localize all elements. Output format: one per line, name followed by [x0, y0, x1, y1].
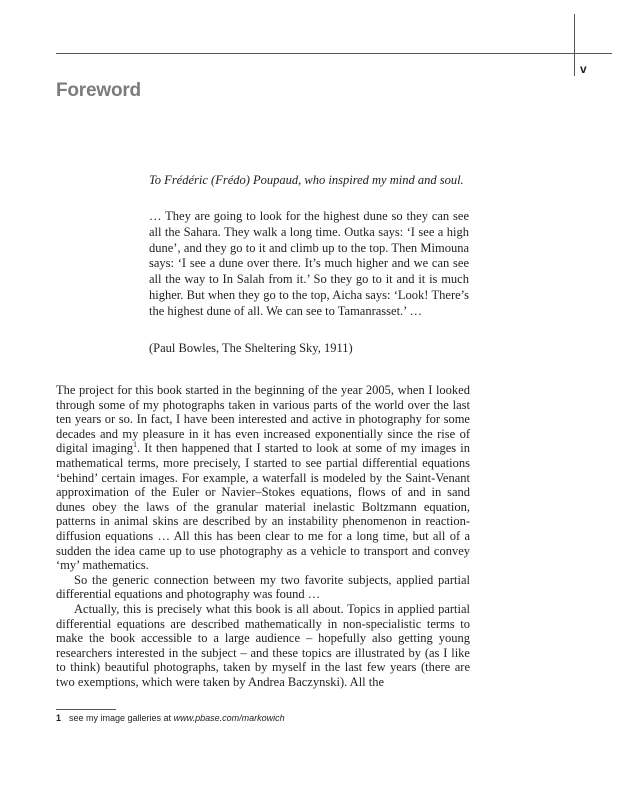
header-rule — [56, 53, 612, 54]
paragraph-1-part-1: The project for this book started in the beginning of the year 2005, when I looked through some of my photographs taken in various parts of the world over the last ten years or so. In fact, I have been interested and active in photography for some decades and my pleasure in it has even increased exponentially since the rise of digital imaging — [56, 383, 470, 456]
footnote — [56, 713, 285, 723]
paragraph-1 — [56, 383, 470, 573]
header-vertical-rule — [574, 14, 575, 76]
dedication: To Frédéric (Frédo) Poupaud, who inspired my mind and soul. — [149, 173, 464, 187]
body-text — [56, 383, 470, 689]
paragraph-3: Actually, this is precisely what this book is all about. Topics in applied partial differential equations are described mathematically in non-specialistic terms to make the book accessible to a large audience – hopefully also getting young researchers interested in the subject – and these topics are illustrated by (as I like to think) beautiful photographs, taken by myself in the last few years (there are two exemptions, which were taken by Andrea Baczynski). All the — [56, 601, 470, 689]
epigraph-quote: … They are going to look for the highest dune so they can see all the Sahara. They walk a long time. Outka says: ‘I see a high dune’, and they go to it and climb up to the top. Then Mimouna says: ‘I see a dune over there. It’s much higher and we can see all the way to In Salah from it.’ So they go to it and it is much higher. But when they go to the top, Aicha says: ‘Look! There’s the highest dune of all. We can see to Tamanrasset.’ … — [149, 209, 469, 318]
epigraph-source: (Paul Bowles, The Sheltering Sky, 1911) — [149, 341, 353, 355]
footnote-reference: 1 — [133, 440, 138, 450]
footnote-text: see my image galleries at — [69, 713, 172, 723]
paragraph-2: So the generic connection between my two favorite subjects, applied partial differential equations and photography was found … — [56, 572, 470, 602]
page-number: v — [580, 62, 587, 76]
footnote-rule — [56, 709, 116, 710]
paragraph-1-part-2: . It then happened that I started to look at some of my images in mathematical terms, more precisely, I started to see partial differential equations ‘behind’ certain images. For example, a waterfall is modeled by the Saint-Venant approximation of the Euler or Navier–Stokes equations, flows of and in sand dunes obey the laws of the granular material inelastic Boltzmann equation, patterns in animal skins are described by an instability phenomenon in reaction-diffusion equations … All this has been clear to me for a long time, but all of a sudden the idea came up to use photography as a vehicle to transport and convey ‘my’ mathematics. — [56, 441, 470, 573]
chapter-title: Foreword — [56, 80, 141, 101]
footnote-link[interactable]: www.pbase.com/markowich — [173, 713, 285, 723]
footnote-mark: 1 — [56, 713, 62, 723]
